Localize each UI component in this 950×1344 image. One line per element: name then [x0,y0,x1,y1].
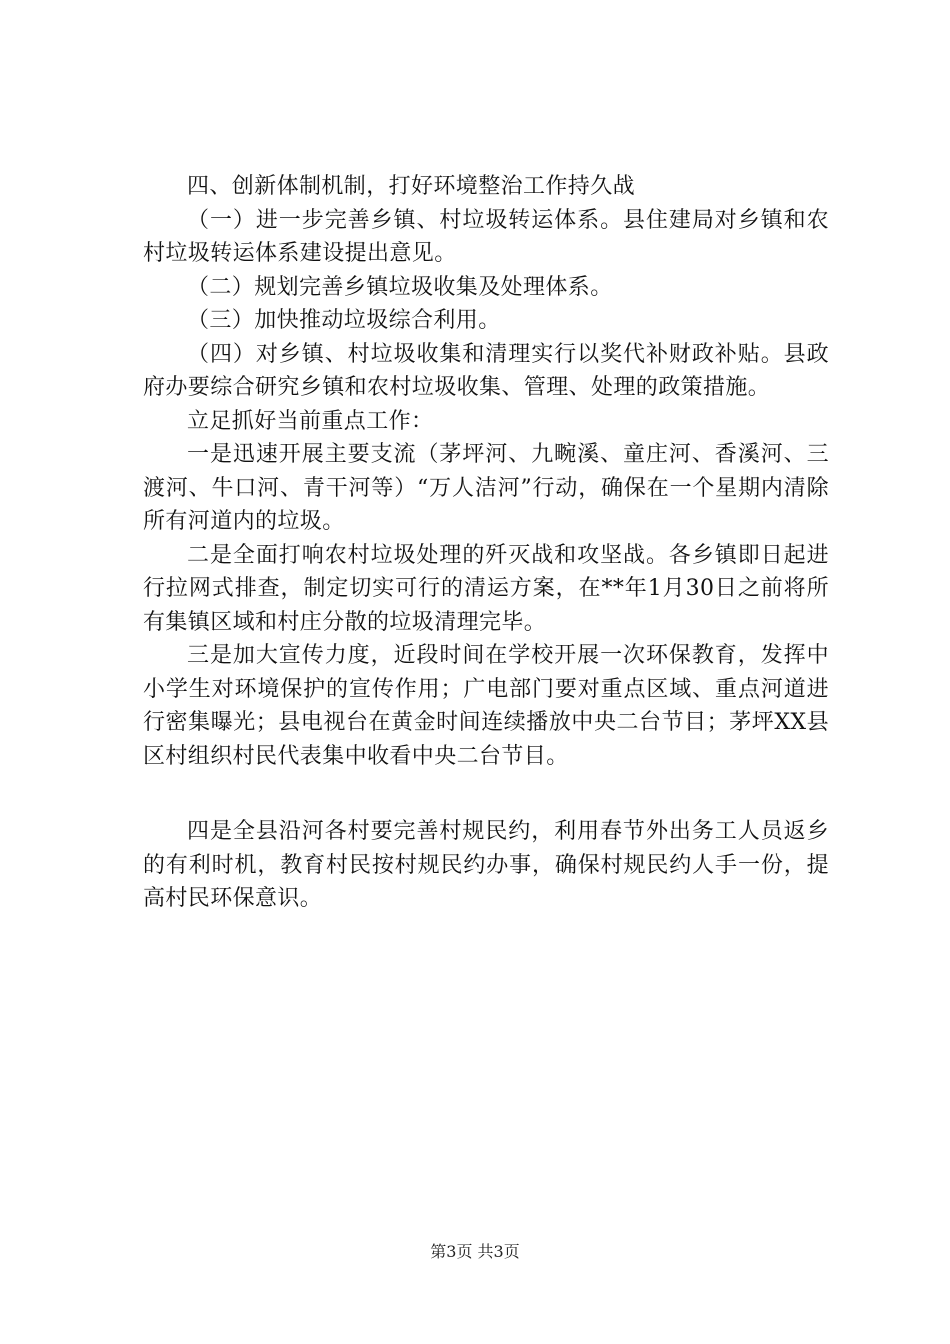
paragraph-item-2: （二）规划完善乡镇垃圾收集及处理体系。 [187,274,613,300]
key-work-item-4: 四是全县沿河各村要完善村规民约，利用春节外出务工人员返乡的有利时机，教育村民按村规民约办事，确保村规民约人手一份，提高村民环保意识。 [143,819,829,911]
paragraph-item-4: （四）对乡镇、村垃圾收集和清理实行以奖代补财政补贴。县政府办要综合研究乡镇和农村垃圾收集、管理、处理的政策措施。 [143,341,829,400]
page-number-footer: 第3页 共3页 [430,1242,520,1261]
key-work-item-3: 三是加大宣传力度，近段时间在学校开展一次环保教育，发挥中小学生对环境保护的宣传作用；广电部门要对重点区域、重点河道进行密集曝光；县电视台在黄金时间连续播放中央二台节目；茅坪XX县区村组织村民代表集中收看中央二台节目。 [143,643,829,769]
paragraph-spacer [143,773,829,815]
section-heading: 四、创新体制机制，打好环境整治工作持久战 [187,174,636,199]
paragraph-item-1: （一）进一步完善乡镇、村垃圾转运体系。县住建局对乡镇和农村垃圾转运体系建设提出意见。 [143,207,829,266]
key-work-heading: 立足抓好当前重点工作： [187,408,434,434]
document-body [143,170,829,916]
key-work-item-1: 一是迅速开展主要支流（茅坪河、九畹溪、童庄河、香溪河、三渡河、牛口河、青干河等）“万人洁河”行动，确保在一个星期内清除所有河道内的垃圾。 [143,442,829,534]
paragraph-item-3: （三）加快推动垃圾综合利用。 [187,308,501,333]
key-work-item-2: 二是全面打响农村垃圾处理的歼灭战和攻坚战。各乡镇即日起进行拉网式排查，制定切实可行的清运方案，在**年1月30日之前将所有集镇区域和村庄分散的垃圾清理完毕。 [143,542,829,635]
